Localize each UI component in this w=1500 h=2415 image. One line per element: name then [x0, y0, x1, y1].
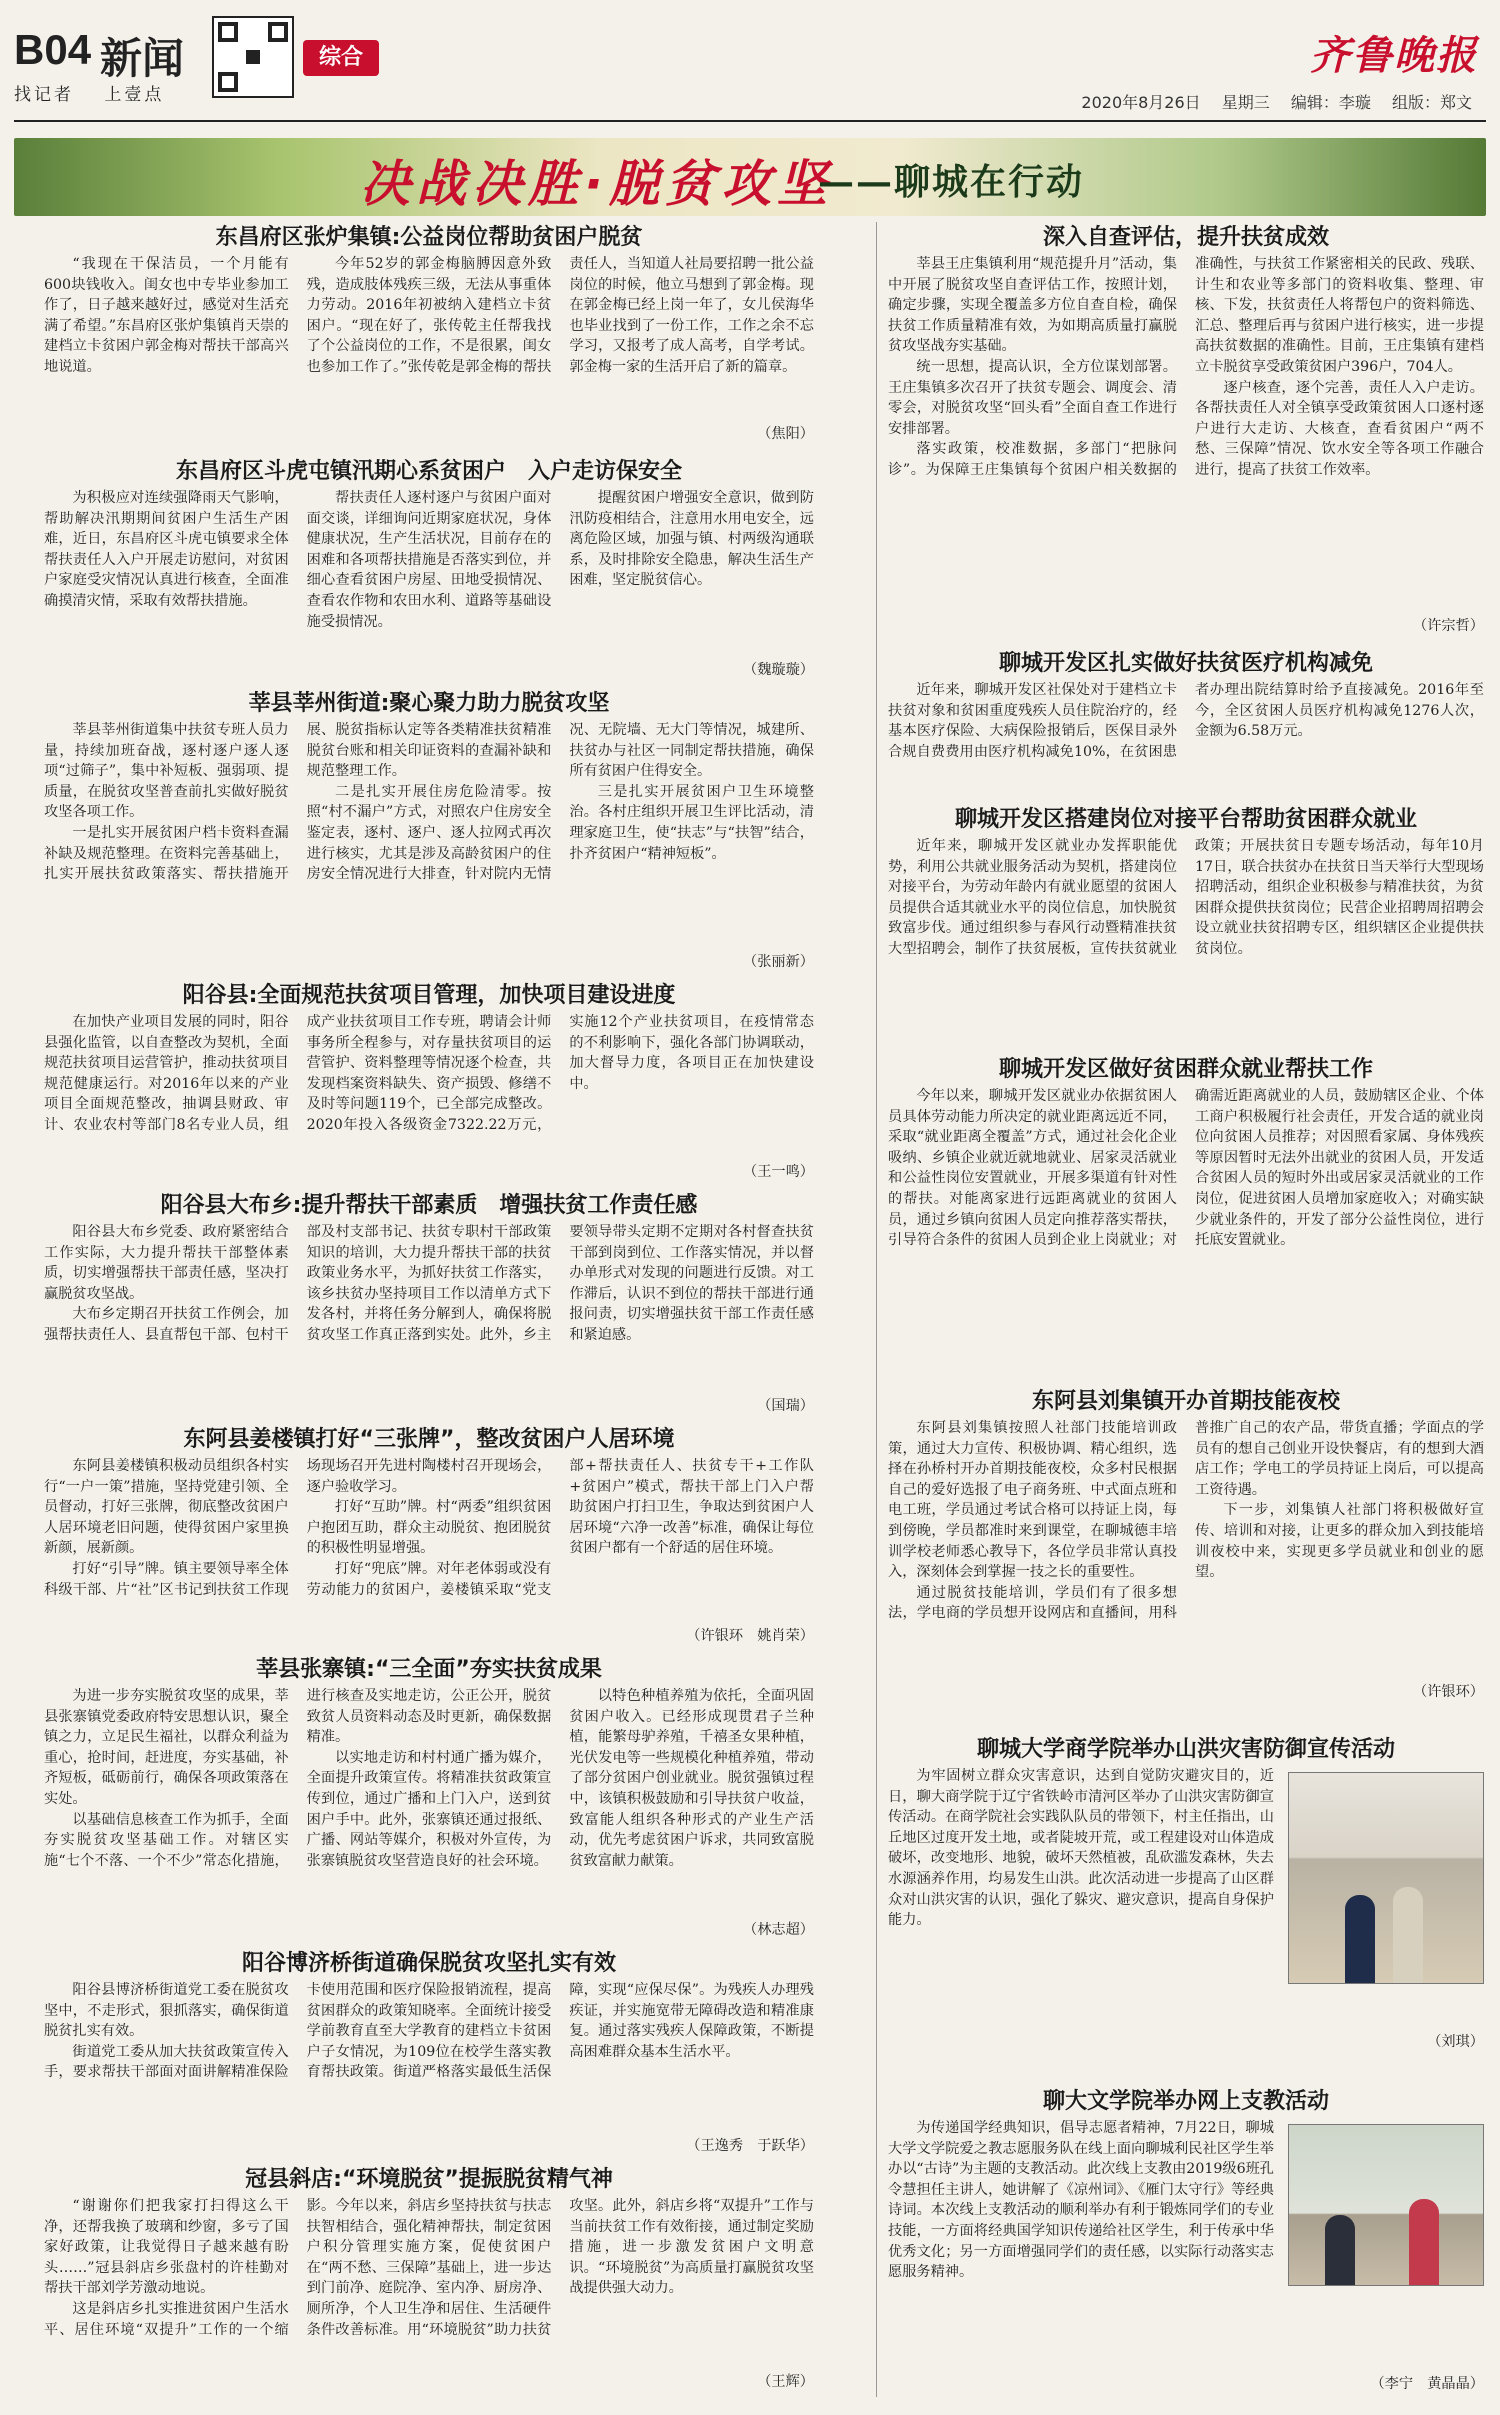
- issue-date: 2020年8月26日: [1081, 93, 1201, 112]
- article-author: （许银环 姚肖荣）: [686, 1628, 814, 1644]
- article-body: [888, 1086, 1484, 1376]
- paragraph: 为传递国学经典知识，倡导志愿者精神，7月22日，聊城大学文学院爱之教志愿服务队在线上面向聊城利民社区学生举办以“古诗”为主题的支教活动。此次线上支教由2019级6班孔令慧担任主讲人，她讲解了《凉州词》、《雁门太守行》等经典诗词。本次线上支教活动的顺利举办有利于锻炼同学们的专业技能，一方面将经典国学知识传递给社区学生，利于传承中华优秀文化；另一方面增强同学们的责任感，以实际行动落实志愿服务精神。: [888, 2120, 1274, 2281]
- paragraph: 为牢固树立群众灾害意识，达到自觉防灾避灾目的，近日，聊大商学院于辽宁省铁岭市清河区举办了山洪灾害防御宣传活动。在商学院社会实践队队员的带领下，村主任指出，山丘地区过度开发土地，或者陡坡开荒，或工程建设对山体造成破坏，改变地形、地貌，破坏天然植被，乱砍滥发森林，失去水源涵养作用，均易发生山洪。此次活动进一步提高了山区群众对山洪灾害的认识，强化了躲灾、避灾意识，提高自身保护能力。: [888, 1768, 1274, 1929]
- section-name: 新闻: [100, 34, 185, 83]
- article: [44, 222, 814, 454]
- paragraph: “谢谢你们把我家打扫得这么干净，还帮我换了玻璃和纱窗，多亏了国家好政策，让我觉得日子越来越有盼头……”冠县斜店乡张盘村的许桂勤对帮扶干部刘学芳激动地说。: [44, 2198, 289, 2297]
- paragraph: 下一步，刘集镇人社部门将积极做好宣传、培训和对接，让更多的群众加入到技能培训夜校中来，实现更多学员就业和创业的愿望。: [1195, 1502, 1484, 1581]
- article-author: （魏璇璇）: [743, 662, 814, 678]
- article-title: 聊大文学院举办网上支教活动: [1042, 2089, 1329, 2114]
- paragraph: 东阿县姜楼镇积极动员组织各村实行“一户一策”措施，坚持党建引领、全员督动，打好三张牌，彻底整改贫困户人居环境老旧问题，使得贫困户家里换新颜，展新颜。: [44, 1458, 289, 1557]
- paragraph: 通过脱贫技能培训，学员们有了很多想法，学电商的学员想开设网店和直播间，用科普推广自己的农产品，带货直播；学面点的学员有的想自己创业开设快餐店，有的想到大酒店工作；学电工的学员持证上岗后，可以提高工资待遇。: [888, 1420, 1484, 1622]
- article-title: 莘县张寨镇:“三全面”夯实扶贫成果: [256, 1657, 602, 1682]
- qr-code-icon: [212, 16, 294, 98]
- paragraph: 为进一步夯实脱贫攻坚的成果，莘县张寨镇党委政府特安思想认识，聚全镇之力，立足民生福社，以群众利益为重心，抢时间，赶进度，夯实基础，补齐短板，砥砺前行，确保各项政策落在实处。: [44, 1688, 289, 1807]
- article: [888, 1386, 1484, 1706]
- article: [44, 2164, 814, 2396]
- article-title: 阳谷县:全面规范扶贫项目管理，加快项目建设进度: [182, 983, 676, 1008]
- paragraph: 以特色种植养殖为依托，全面巩固贫困户收入。已经形成现贯君子兰种植，能繁母驴养殖，千禧圣女果种植，光伏发电等一些规模化种植养殖，带动了部分贫困户创业就业。脱贫强镇过程中，该镇积极鼓励和引导扶贫户收益，致富能人组织各种形式的产业生产活动，优先考虑贫困户诉求，共同致富脱贫致富献力献策。: [569, 1688, 814, 1869]
- paragraph: 近年来，聊城开发区就业办发挥职能优势，利用公共就业服务活动为契机，搭建岗位对接平台，为劳动年龄内有就业愿望的贫困人员提供合适其就业水平的岗位信息，加快脱贫致富步伐。通过组织参与春风行动暨精准扶贫大型招聘会，制作了扶贫展板，宣传扶贫就业政策；开展扶贫日专题专场活动，每年10月17日，联合扶贫办在扶贫日当天举行大型现场招聘活动，组织企业积极参与精准扶贫，为贫困群众提供扶贫岗位；民营企业招聘周招聘会设立就业扶贫招聘专区，组织辖区企业提供扶贫岗位。: [888, 838, 1484, 957]
- article-title: 阳谷县大布乡:提升帮扶干部素质 增强扶贫工作责任感: [160, 1193, 698, 1218]
- byline-left: 找记者: [14, 85, 74, 105]
- article-author: （王逸秀 于跃华）: [686, 2138, 814, 2154]
- article-title: 阳谷博济桥街道确保脱贫攻坚扎实有效: [241, 1951, 616, 1976]
- article: [44, 980, 814, 1188]
- issue-weekday: 星期三: [1221, 93, 1270, 112]
- article: [44, 1190, 814, 1422]
- article-author: （许宗哲）: [1413, 618, 1484, 634]
- article-body: [44, 720, 814, 952]
- article-title: 聊城大学商学院举办山洪灾害防御宣传活动: [976, 1737, 1395, 1762]
- flood-prevention-photo: [1288, 1772, 1484, 1984]
- paragraph: 这是斜店乡扎实推进贫困户生活水平、居住环境“双提升”工作的一个缩影。今年以来，斜店乡坚持扶贫与扶志扶智相结合，强化精神帮扶，制定贫困户积分管理实施方案，促使贫困户在“两不愁、三保障”基础上，进一步达到门前净、庭院净、室内净、厨房净、厕所净，个人卫生净和居住、生活硬件条件改善标准。用“环境脱贫”助力扶贫攻坚。此外，斜店乡将“双提升”工作与当前扶贫工作有效衔接，通过制定奖励措施，进一步激发贫困户文明意识。“环境脱贫”为高质量打赢脱贫攻坚战提供强大动力。: [44, 2198, 814, 2338]
- paragraph: 近年来，聊城开发区社保处对于建档立卡扶贫对象和贫困重度残疾人员住院治疗的，经基本医疗保险、大病保险报销后，医保目录外合规自费费用由医疗机构减免10%，在贫困患者办理出院结算时给予直接减免。2016年至今，全区贫困人员医疗机构减免1276人次，金额为6.58万元。: [888, 682, 1484, 760]
- article-title: 聊城开发区扎实做好扶贫医疗机构减免: [998, 651, 1373, 676]
- paragraph: 莘县莘州街道集中扶贫专班人员力量，持续加班奋战，逐村逐户逐人逐项“过筛子”，集中补短板、强弱项、提质量，在脱贫攻坚普查前扎实做好脱贫攻坚各项工作。: [44, 722, 289, 821]
- paragraph: 落实政策，校准数据，多部门“把脉问诊”。为保障王庄集镇每个贫困户相关数据的准确性，与扶贫工作紧密相关的民政、残联、计生和农业等多部门的资料收集、整理、审核、下发，扶贫责任人将帮包户的资料筛选、汇总、整理后再与贫困户进行核实，进一步提高扶贫数据的准确性。目前，王庄集镇有建档立卡脱贫享受政策贫困户396户，704人。: [888, 256, 1484, 478]
- article-body: [44, 254, 814, 424]
- article-body: [44, 2196, 814, 2372]
- paragraph: 大布乡定期召开扶贫工作例会，加强帮扶责任人、县直帮包干部、包村干部及村支部书记、扶贫专职村干部政策知识的培训，大力提升帮扶干部的扶贫政策业务水平，为抓好扶贫工作落实，该乡扶贫办坚持项目工作以清单方式下发各村，并将任务分解到人，确保将脱贫攻坚工作真正落到实处。此外，乡主要领导带头定期不定期对各村督查扶贫干部到岗到位、工作落实情况，并以督办单形式对发现的问题进行反馈。对工作滞后，认识不到位的帮扶干部进行通报问责，切实增强扶贫干部工作责任感和紧迫感。: [44, 1224, 814, 1343]
- article: [44, 1424, 814, 1652]
- byline: [14, 80, 164, 105]
- paragraph: “我现在干保洁员，一个月能有600块钱收入。闺女也中专毕业参加工作了，日子越来越好过，感觉对生活充满了希望。”东昌府区张炉集镇肖天崇的建档立卡贫困户郭金梅对帮扶干部高兴地说道。: [44, 256, 289, 375]
- layout-credit: 组版：郑文: [1391, 93, 1472, 112]
- paragraph: 二是扎实开展住房危险清零。按照“村不漏户”方式，对照农户住房安全鉴定表，逐村、逐户、逐人拉网式再次进行核实，尤其是涉及高龄贫困户的住房安全情况进行大排查，针对院内无情况、无院墙、无大门等情况，城建所、扶贫办与社区一同制定帮扶措施，确保所有贫困户住得安全。: [306, 722, 814, 883]
- paragraph: 统一思想，提高认识，全方位谋划部署。王庄集镇多次召开了扶贫专题会、调度会、清零会，对脱贫攻坚“回头看”全面自查工作进行安排部署。: [888, 358, 1177, 437]
- page-number: B04: [14, 26, 92, 73]
- article-author: （刘琪）: [1427, 2034, 1484, 2050]
- article: [44, 688, 814, 978]
- article-author: （张丽新）: [743, 954, 814, 970]
- article-body: [888, 1418, 1484, 1682]
- article-author: （焦阳）: [757, 426, 814, 442]
- article: [888, 804, 1484, 1048]
- article-author: （林志超）: [743, 1922, 814, 1938]
- article: [44, 1654, 814, 1946]
- article: [44, 1948, 814, 2162]
- paragraph: 阳谷县大布乡党委、政府紧密结合工作实际，大力提升帮扶干部整体素质，切实增强帮扶干部责任感，坚决打赢脱贫攻坚战。: [44, 1224, 289, 1302]
- article-author: （王一鸣）: [743, 1164, 814, 1180]
- article-title: 莘县莘州街道:聚心聚力助力脱贫攻坚: [248, 691, 610, 716]
- article-title: 东昌府区斗虎屯镇汛期心系贫困户 入户走访保安全: [175, 459, 682, 484]
- masthead-rule: [14, 120, 1486, 122]
- article: [888, 648, 1484, 798]
- paragraph: 打好“互助”牌。村“两委”组织贫困户抱团互助，群众主动脱贫、抱团脱贫的积极性明显增强。: [306, 1499, 552, 1557]
- article-body: [888, 254, 1484, 616]
- article-title: 聊城开发区搭建岗位对接平台帮助贫困群众就业: [954, 807, 1417, 832]
- article-title: 聊城开发区做好贫困群众就业帮扶工作: [998, 1057, 1373, 1082]
- column-divider: [876, 222, 877, 2397]
- paragraph: 为积极应对连续强降雨天气影响，帮助解决汛期期间贫困户生活生产困难，近日，东昌府区斗虎屯镇要求全体帮扶责任人入户开展走访慰问，对贫困户家庭受灾情况认真进行核查，全面准确摸清灾情，采取有效帮扶措施。: [44, 490, 289, 609]
- paragraph: 打好“引导”牌。镇主要领导率全体科级干部、片“社”区书记到扶贫工作现场现场召开先进村陶楼村召开现场会，逐户验收学习。: [44, 1458, 552, 1598]
- article-author: （国瑞）: [757, 1398, 814, 1414]
- editor-credit: 编辑：李璇: [1290, 93, 1371, 112]
- article-title: 东阿县刘集镇开办首期技能夜校: [1031, 1389, 1340, 1414]
- article: [888, 2086, 1484, 2398]
- article: [888, 1054, 1484, 1380]
- article: [888, 1734, 1484, 2060]
- article-body: [44, 1456, 814, 1626]
- article: [888, 222, 1484, 642]
- article-body: [888, 2118, 1484, 2374]
- section-tag: 综合: [303, 40, 379, 76]
- article-author: （李宁 黄晶晶）: [1370, 2376, 1484, 2392]
- paragraph: 在加快产业项目发展的同时，阳谷县强化监管，以自查整改为契机，全面规范扶贫项目运营管护，推动扶贫项目规范健康运行。对2016年以来的产业项目全面规范整改，抽调县财政、审计、农业农村等部门8名专业人员，组成产业扶贫项目工作专班，聘请会计师事务所全程参与，对存量扶贫项目的运营管护、资料整理等情况逐个检查，共发现档案资料缺失、资产损毁、修缮不及时等问题119个，已全部完成整改。2020年投入各级资金7322.22万元，实施12个产业扶贫项目，在疫情常态的不利影响下，强化各部门协调联动，加大督导力度，各项目正在加快建设中。: [44, 1014, 814, 1133]
- paragraph: 街道党工委从加大扶贫政策宣传入手，要求帮扶干部面对面讲解精准保险卡使用范围和医疗保险报销流程，提高贫困群众的政策知晓率。全面统计接受学前教育直至大学教育的建档立卡贫困户子女情况，为109位在校学生落实教育帮扶政策。街道严格落实最低生活保障，实现“应保尽保”。为残疾人办理残疾证，并实施宽带无障碍改造和精准康复。通过落实残疾人保障政策，不断提高困难群众基本生活水平。: [44, 1982, 814, 2081]
- paragraph: 帮扶责任人逐村逐户与贫困户面对面交谈，详细询问近期家庭状况，身体健康状况，生产生活状况，目前存在的困难和各项帮扶措施是否落实到位，并细心查看贫困户房屋、田地受损情况、查看农作物和农田水利、道路等基础设施受损情况。: [306, 490, 552, 630]
- article-body: [44, 488, 814, 660]
- article-body: [44, 1980, 814, 2136]
- article: [44, 456, 814, 686]
- article-body: [44, 1222, 814, 1396]
- online-teaching-photo: [1288, 2124, 1484, 2286]
- article-author: （许银环）: [1413, 1684, 1484, 1700]
- paragraph: 今年以来，聊城开发区就业办依据贫困人员具体劳动能力所决定的就业距离远近不同，采取“就业距离全覆盖”方式，通过社会化企业吸纳、乡镇企业就近就地就业、居家灵活就业和公益性岗位安置就业，开展多渠道有针对性的帮扶。对能离家进行远距离就业的贫困人员，通过乡镇向贫困人员定向推荐落实帮扶，引导符合条件的贫困人员到企业上岗就业；对确需近距离就业的人员，鼓励辖区企业、个体工商户积极履行社会责任，开发合适的就业岗位向贫困人员推荐；对因照看家属、身体残疾等原因暂时无法外出就业的贫困人员，开发适合贫困人员的短时外出或居家灵活就业的工作岗位，促进贫困人员增加家庭收入；对确实缺少就业条件的，开发了部分公益性岗位，进行托底安置就业。: [888, 1088, 1484, 1249]
- paragraph: 三是扎实开展贫困户卫生环境整治。各村庄组织开展卫生评比活动，清理家庭卫生，使“扶志”与“扶智”结合，扑齐贫困户“精神短板”。: [569, 783, 814, 862]
- article-author: （王辉）: [757, 2374, 814, 2390]
- paragraph: 打好“兜底”牌。对年老体弱或没有劳动能力的贫困户，姜楼镇采取“党支部+帮扶责任人、扶贫专干+工作队+贫困户”模式，帮扶干部上门入户帮助贫困户打扫卫生，争取达到贫困户人居环境“六净一改善”标准，确保让每位贫困户都有一个舒适的居住环境。: [306, 1458, 814, 1598]
- issue-meta: [1065, 90, 1472, 113]
- topic-banner: [14, 138, 1486, 216]
- article-title: 深入自查评估，提升扶贫成效: [1042, 225, 1329, 250]
- newspaper-logo: 齐鲁晚报: [1310, 32, 1478, 79]
- article-title: 东阿县姜楼镇打好“三张牌”，整改贫困户人居环境: [183, 1427, 675, 1452]
- paragraph: 东阿县刘集镇按照人社部门技能培训政策，通过大力宣传、积极协调、精心组织，选择在孙桥村开办首期技能夜校，众多村民根据自己的爱好选报了电子商务班、中式面点班和电工班，学员通过考试合格可以持证上岗，每到傍晚，学员都准时来到课堂，在聊城德丰培训学校老师悉心教导下，各位学员非常认真投入，深刻体会到掌握一技之长的重要性。: [888, 1420, 1177, 1581]
- article-body: [888, 680, 1484, 788]
- paragraph: 阳谷县博济桥街道党工委在脱贫攻坚中，不走形式，狠抓落实，确保街道脱贫扎实有效。: [44, 1982, 289, 2040]
- article-body: [888, 1766, 1484, 2032]
- paragraph: 莘县王庄集镇利用“规范提升月”活动，集中开展了脱贫攻坚自查评估工作，按照计划，确定步骤，实现全覆盖多方位自查自检，确保扶贫工作质量精准有效，为如期高质量打赢脱贫攻坚战夯实基础。: [888, 256, 1177, 355]
- article-body: [44, 1686, 814, 1920]
- article-body: [888, 836, 1484, 1042]
- banner-subtitle: ——聊城在行动: [818, 161, 1085, 203]
- paragraph: 以实地走访和村村通广播为媒介，全面提升政策宣传。将精准扶贫政策宣传到位，通过广播和上门入户，送到贫困户手中。此外，张寨镇还通过报纸、广播、网站等媒介，积极对外宣传，为张寨镇脱贫攻坚营造良好的社会环境。: [306, 1749, 552, 1869]
- byline-right: 上壹点: [104, 85, 165, 105]
- article-body: [44, 1012, 814, 1162]
- paragraph: 提醒贫困户增强安全意识，做到防汛防疫相结合，注意用水用电安全，远离危险区域，加强与镇、村两级沟通联系，及时排除安全隐患，解决生活生产困难，坚定脱贫信心。: [569, 490, 814, 589]
- paragraph: 一是扎实开展贫困户档卡资料查漏补缺及规范整理。在资料完善基础上，扎实开展扶贫政策落实、帮扶措施开展、脱贫指标认定等各类精准扶贫精准脱贫台账和相关印证资料的查漏补缺和规范整理工作。: [44, 722, 552, 883]
- article-title: 冠县斜店:“环境脱贫”提振脱贫精气神: [245, 2167, 613, 2192]
- paragraph: 逐户核查，逐个完善，责任人入户走访。各帮扶责任人对全镇享受政策贫困人口逐村逐户进行大走访、大核查，查看贫困户“两不愁、三保障”情况、饮水安全等各项工作融合进行，提高了扶贫工作效率。: [1195, 379, 1484, 478]
- banner-title: 决战决胜·脱贫攻坚: [360, 155, 833, 213]
- paragraph: 今年52岁的郭金梅脑膊因意外致残，造成肢体残疾三级，无法从事重体力劳动。2016年初被纳入建档立卡贫困户。“现在好了，张传乾主任帮我找了个公益岗位的工作，不是很累，闺女也参加工作了。”张传乾是郭金梅的帮扶责任人，当知道人社局要招聘一批公益岗位的时候，他立马想到了郭金梅。现在郭金梅已经上岗一年了，女儿侯海华也毕业找到了一份工作，工作之余不忘学习，又报考了成人高考，自学考试。郭金梅一家的生活开启了新的篇章。: [306, 256, 814, 375]
- article-title: 东昌府区张炉集镇:公益岗位帮助贫困户脱贫: [215, 225, 643, 250]
- paragraph: 以基础信息核查工作为抓手，全面夯实脱贫攻坚基础工作。对辖区实施“七个不落、一个不少”常态化措施，进行核查及实地走访，公正公开，脱贫致贫人员资料动态及时更新，确保数据精准。: [44, 1688, 552, 1869]
- masthead: [0, 0, 1500, 135]
